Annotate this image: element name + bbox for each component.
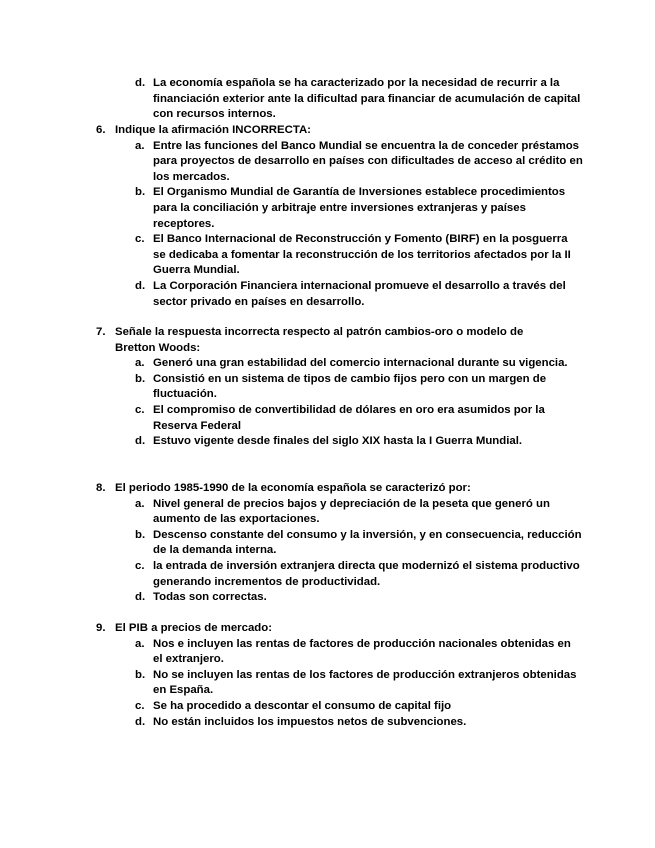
option-6-d <box>0 279 655 310</box>
option-text: Descenso constante del consumo y la inversión, y en consecuencia, reducción de la demanda interna. <box>153 528 582 557</box>
option-text: El compromiso de convertibilidad de dólares en oro era asumidos por la Reserva Federal <box>153 403 545 432</box>
option-text: La economía española se ha caracterizado por la necesidad de recurrir a la financiación exterior ante la dificultad para financiar de acumulación de capital con recursos internos. <box>153 77 581 121</box>
option-letter: d. <box>135 715 146 728</box>
option-letter: b. <box>135 186 146 199</box>
option-text: La Corporación Financiera internacional promueve el desarrollo a través del sector privado en países en desarrollo. <box>153 279 566 308</box>
option-letter: c. <box>135 699 145 712</box>
option-7-d <box>0 434 655 450</box>
option-letter: b. <box>135 372 146 385</box>
option-letter: b. <box>135 528 146 541</box>
question-9-stem <box>0 621 655 637</box>
option-8-c <box>0 559 655 590</box>
option-letter: a. <box>135 139 145 152</box>
question-5-continuation <box>0 76 655 123</box>
option-text: El Banco Internacional de Reconstrucción y Fomento (BIRF) en la posguerra se dedicaba a fomentar la reconstrucción de los territorios afectados por la II Guerra Mundial. <box>153 233 571 277</box>
question-7-stem <box>0 325 655 356</box>
question-8 <box>0 481 655 606</box>
option-text: Estuvo vigente desde finales del siglo XIX hasta la I Guerra Mundial. <box>153 435 523 448</box>
option-7-c <box>0 403 655 434</box>
option-letter: d. <box>135 435 146 448</box>
option-9-d <box>0 715 655 731</box>
option-7-b <box>0 372 655 403</box>
option-letter: a. <box>135 497 145 510</box>
question-number: 6. <box>96 124 106 136</box>
option-letter: d. <box>135 77 146 89</box>
option-8-d <box>0 590 655 606</box>
option-letter: c. <box>135 403 145 416</box>
question-number: 8. <box>96 482 106 494</box>
option-8-a <box>0 497 655 528</box>
option-letter: c. <box>135 233 145 246</box>
option-letter: d. <box>135 591 146 604</box>
question-7 <box>0 325 655 450</box>
option-text: No están incluidos los impuestos netos de subvenciones. <box>153 715 467 728</box>
question-text: Indique la afirmación INCORRECTA: <box>115 124 311 136</box>
option-text: Todas son correctas. <box>153 591 267 604</box>
question-text: El periodo 1985-1990 de la economía española se caracterizó por: <box>115 482 471 494</box>
option-text: Consistió en un sistema de tipos de cambio fijos pero con un margen de fluctuación. <box>153 372 547 401</box>
option-6-b <box>0 185 655 232</box>
question-6-stem <box>0 123 655 139</box>
option-9-b <box>0 668 655 699</box>
option-6-a <box>0 139 655 186</box>
option-8-b <box>0 528 655 559</box>
question-number: 7. <box>96 326 106 338</box>
option-text: Nos e incluyen las rentas de factores de producción nacionales obtenidas en el extranjero. <box>153 637 571 666</box>
option-letter: c. <box>135 559 145 572</box>
question-text: El PIB a precios de mercado: <box>115 622 272 634</box>
option-text: Se ha procedido a descontar el consumo de capital fijo <box>153 699 452 712</box>
option-letter: a. <box>135 357 145 370</box>
option-text: Nivel general de precios bajos y depreciación de la peseta que generó un aumento de las exportaciones. <box>153 497 550 526</box>
question-number: 9. <box>96 622 106 634</box>
option-text: Entre las funciones del Banco Mundial se encuentra la de conceder préstamos para proyectos de desarrollo en países con dificultades de acceso al crédito en los mercados. <box>153 139 583 183</box>
option-5-d <box>0 76 655 123</box>
question-text: Señale la respuesta incorrecta respecto al patrón cambios-oro o modelo de Bretton Woods: <box>115 326 524 354</box>
option-text: El Organismo Mundial de Garantía de Inversiones establece procedimientos para la conciliación y arbitraje entre inversiones extranjeras y países receptores. <box>153 186 566 230</box>
option-6-c <box>0 232 655 279</box>
option-9-a <box>0 637 655 668</box>
option-text: Generó una gran estabilidad del comercio internacional durante su vigencia. <box>153 357 568 370</box>
option-7-a <box>0 356 655 372</box>
option-letter: b. <box>135 668 146 681</box>
option-letter: a. <box>135 637 145 650</box>
option-letter: d. <box>135 279 146 292</box>
option-9-c <box>0 699 655 715</box>
option-text: No se incluyen las rentas de los factores de producción extranjeros obtenidas en España. <box>153 668 577 697</box>
question-6 <box>0 123 655 310</box>
option-text: la entrada de inversión extranjera directa que modernizó el sistema productivo generando incrementos de productividad. <box>153 559 580 588</box>
question-8-stem <box>0 481 655 497</box>
question-9 <box>0 621 655 730</box>
